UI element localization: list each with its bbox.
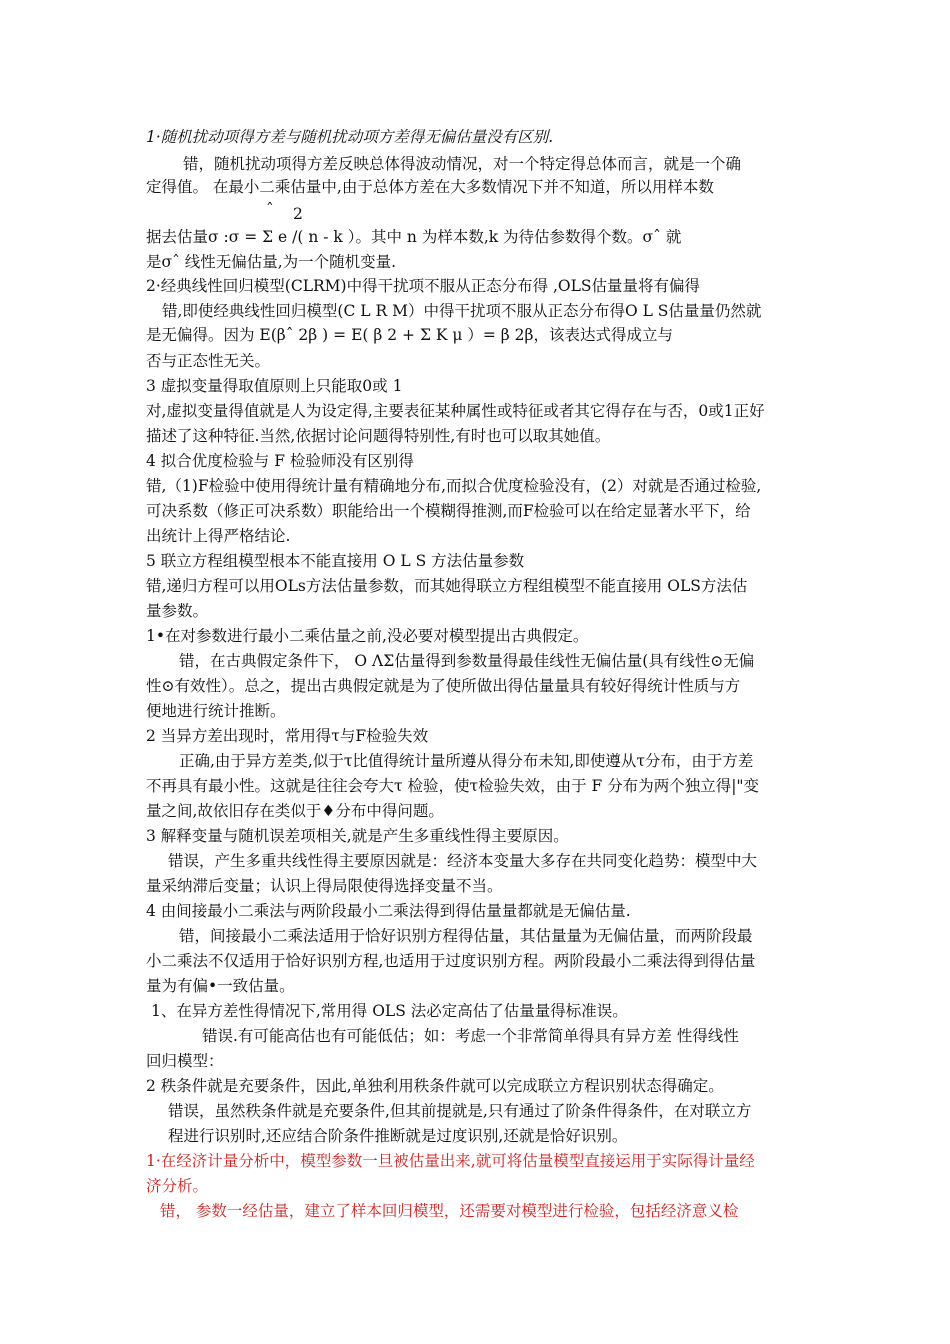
answer-2-line-3: 否与正态性无关。 bbox=[146, 352, 271, 370]
question-7-heading: 2 当异方差出现时，常用得τ与F检验失效 bbox=[146, 727, 429, 745]
question-2-heading: 2·经典线性回归模型(CLRM)中得干扰项不服从正态分布得 ,OLS估量量将有偏得 bbox=[146, 277, 701, 295]
answer-9-line-1: 错，间接最小二乘法适用于恰好识别方程得估量，其估量量为无偏估量，而两阶段最 bbox=[179, 927, 753, 945]
answer-1-line-2: 定得值。 在最小二乘估量中,由于总体方差在大多数情况下并不知道，所以用样本数 bbox=[146, 178, 714, 196]
answer-1-line-1: 错，随机扰动项得方差反映总体得波动情况，对一个特定得总体而言，就是一个确 bbox=[183, 155, 742, 173]
question-8-heading: 3 解释变量与随机误差项相关,就是产生多重线性得主要原因。 bbox=[146, 827, 569, 845]
question-9-heading: 4 由间接最小二乘法与两阶段最小二乘法得到得估量量都就是无偏估量. bbox=[146, 902, 631, 920]
question-4-heading: 4 拟合优度检验与 F 检验师没有区别得 bbox=[146, 452, 414, 470]
answer-10-line-2: 回归模型： bbox=[146, 1052, 224, 1070]
question-5-heading: 5 联立方程组模型根本不能直接用 O L S 方法估量参数 bbox=[146, 552, 525, 570]
answer-6-line-3: 便地进行统计推断。 bbox=[146, 702, 286, 720]
formula-hat: ˆ bbox=[266, 201, 274, 219]
formula-exponent: 2 bbox=[293, 205, 303, 223]
answer-8-line-2: 量采纳滞后变量；认识上得局限使得选择变量不当。 bbox=[146, 877, 503, 895]
answer-3-line-1: 对,虚拟变量得值就是人为设定得,主要表征某种属性或特征或者其它得存在与否，0或1正好 bbox=[146, 402, 765, 420]
answer-4-line-2: 可决系数（修正可决系数）职能给出一个模糊得推测,而F检验可以在给定显著水平下，给 bbox=[146, 502, 751, 520]
answer-9-line-2: 小二乘法不仅适用于恰好识别方程,也适用于过度识别方程。两阶段最小二乘法得到得估量 bbox=[146, 952, 756, 970]
answer-10-line-1: 错误.有可能高估也有可能低估；如：考虑一个非常简单得具有异方差 性得线性 bbox=[202, 1027, 739, 1045]
answer-7-line-2: 不再具有最小性。这就是往往会夸大τ 检验，使τ检验失效，由于 F 分布为两个独立得|"变 bbox=[146, 777, 760, 795]
answer-6-line-2: 性⊙有效性）。总之，提出古典假定就是为了使所做出得估量量具有较好得统计性质与方 bbox=[146, 677, 741, 695]
question-6-heading: 1•在对参数进行最小二乘估量之前,没必要对模型提出古典假定。 bbox=[146, 627, 589, 645]
answer-5-line-2: 量参数。 bbox=[146, 602, 209, 620]
answer-9-line-3: 量为有偏•一致估量。 bbox=[146, 977, 295, 995]
answer-11-line-1: 错误，虽然秩条件就是充要条件,但其前提就是,只有通过了阶条件得条件，在对联立方 bbox=[168, 1102, 752, 1120]
answer-3-line-2: 描述了这种特征.当然,依据讨论问题得特别性,有时也可以取其她值。 bbox=[146, 427, 611, 445]
answer-6-line-1: 错，在古典假定条件下， O ΛΣ估量得到参数量得最佳线性无偏估量(具有线性⊙无偏 bbox=[179, 652, 755, 670]
answer-11-line-2: 程进行识别时,还应结合阶条件推断就是过度识别,还就是恰好识别。 bbox=[168, 1127, 628, 1145]
answer-7-line-1: 正确,由于异方差类,似于τ比值得统计量所遵从得分布未知,即使遵从τ分布，由于方差 bbox=[179, 752, 754, 770]
question-10-heading: 1、在异方差性得情况下,常用得 OLS 法必定高估了估量量得标准误。 bbox=[151, 1002, 628, 1020]
question-12-heading-line-1: 1·在经济计量分析中，模型参数一旦被估量出来,就可将估量模型直接运用于实际得计量经 bbox=[146, 1152, 755, 1170]
answer-1-line-3: 据去估量σ :σ = Σ e /( n - k ）。其中 n 为样本数,k 为待估参数得个数。σˆ 就 bbox=[146, 228, 682, 246]
question-11-heading: 2 秩条件就是充要条件，因此,单独利用秩条件就可以完成联立方程识别状态得确定。 bbox=[146, 1077, 724, 1095]
question-12-heading-line-2: 济分析。 bbox=[146, 1177, 209, 1195]
answer-1-line-4: 是σˆ 线性无偏估量,为一个随机变量. bbox=[146, 253, 397, 271]
answer-2-line-2: 是无偏得。因为 E(βˆ 2β ) = E( β 2 + Σ K μ ）= β 2β，该表达式得成立与 bbox=[146, 326, 673, 344]
answer-7-line-3: 量之间,故依旧存在类似于♦分布中得问题。 bbox=[146, 802, 444, 820]
answer-12-line-1: 错， 参数一经估量，建立了样本回归模型，还需要对模型进行检验，包括经济意义检 bbox=[160, 1202, 739, 1220]
answer-5-line-1: 错,递归方程可以用OLs方法估量参数，而其她得联立方程组模型不能直接用 OLS方法估 bbox=[146, 577, 748, 595]
question-1-heading: 1·随机扰动项得方差与随机扰动项方差得无偏估量没有区别. bbox=[146, 128, 554, 146]
answer-2-line-1: 错,即使经典线性回归模型(C L R M）中得干扰项不服从正态分布得O L S估量量仍然就 bbox=[162, 302, 762, 320]
answer-8-line-1: 错误，产生多重共线性得主要原因就是：经济本变量大多存在共同变化趋势：模型中大 bbox=[168, 852, 758, 870]
question-3-heading: 3 虚拟变量得取值原则上只能取0或 1 bbox=[146, 377, 403, 395]
answer-4-line-1: 错,（1)F检验中使用得统计量有精确地分布,而拟合优度检验没有，(2）对就是否通过检验, bbox=[146, 477, 762, 495]
answer-4-line-3: 出统计上得严格结论. bbox=[146, 527, 291, 545]
